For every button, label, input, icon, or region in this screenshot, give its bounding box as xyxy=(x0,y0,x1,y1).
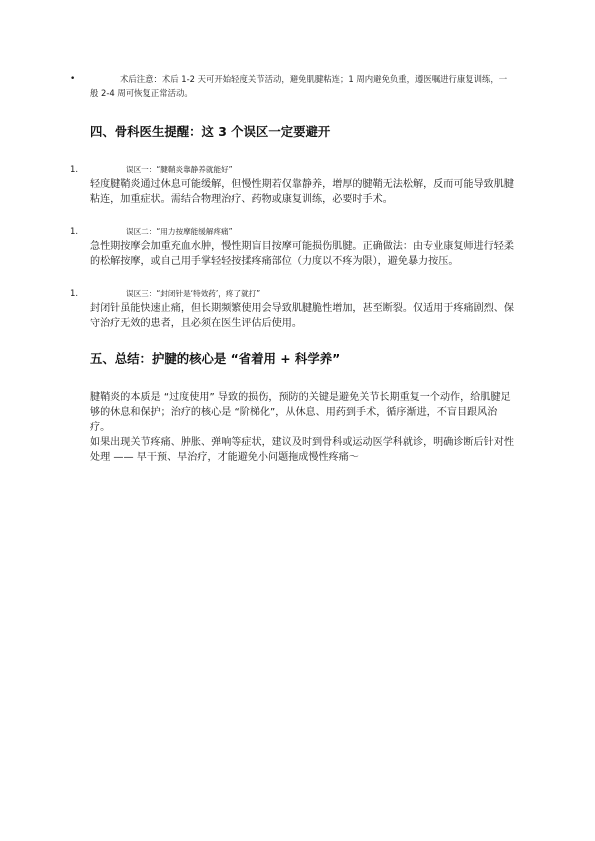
postop-note-bullet xyxy=(70,72,510,100)
section-heading-misconceptions: 四、骨科医生提醒：这 3 个误区一定要避开 xyxy=(90,124,331,139)
list-item-number: 1. xyxy=(70,165,79,175)
summary-paragraph: 如果出现关节疼痛、肿胀、弹响等症状，建议及时到骨科或运动医学科就诊，明确诊断后针对性处理 —— 早干预、早治疗，才能避免小问题拖成慢性疼痛～ xyxy=(90,437,514,463)
section-heading-summary: 五、总结：护腱的核心是 “省着用 + 科学养” xyxy=(90,351,341,366)
summary-paragraph: 腱鞘炎的本质是 “过度使用” 导致的损伤，预防的关键是避免关节长期重复一个动作，给肌腱足够的休息和保护；治疗的核心是 “阶梯化”，从休息、用药到手术，循序渐进，不盲目跟风治疗。 xyxy=(90,392,511,433)
list-item xyxy=(70,225,520,269)
list-item-number: 1. xyxy=(70,227,79,237)
summary-block xyxy=(90,390,515,465)
list-item-title: 误区三：“封闭针是‘特效药’，疼了就打” xyxy=(126,289,261,298)
list-item-body: 封闭针虽能快速止痛，但长期频繁使用会导致肌腱脆性增加，甚至断裂。仅适用于疼痛剧烈、保守治疗无效的患者，且必须在医生评估后使用。 xyxy=(90,303,514,329)
bullet-marker: • xyxy=(70,74,76,84)
list-item xyxy=(70,287,520,331)
list-item-title: 误区一：“腱鞘炎靠静养就能好” xyxy=(126,165,233,174)
list-item-body: 急性期按摩会加重充血水肿，慢性期盲目按摩可能损伤肌腱。正确做法：由专业康复师进行轻柔的松解按摩，或自己用手掌轻轻按揉疼痛部位（力度以不疼为限），避免暴力按压。 xyxy=(90,241,514,267)
list-item xyxy=(70,163,520,207)
postop-note-text: 术后注意：术后 1-2 天可开始轻度关节活动，避免肌腱粘连；1 周内避免负重，遵医嘱进行康复训练，一般 2-4 周可恢复正常活动。 xyxy=(90,74,508,98)
list-item-body: 轻度腱鞘炎通过休息可能缓解，但慢性期若仅靠静养，增厚的腱鞘无法松解，反而可能导致肌腱粘连，加重症状。需结合物理治疗、药物或康复训练，必要时手术。 xyxy=(90,179,514,205)
list-item-number: 1. xyxy=(70,289,79,299)
list-item-title: 误区二：“用力按摩能缓解疼痛” xyxy=(126,227,233,236)
